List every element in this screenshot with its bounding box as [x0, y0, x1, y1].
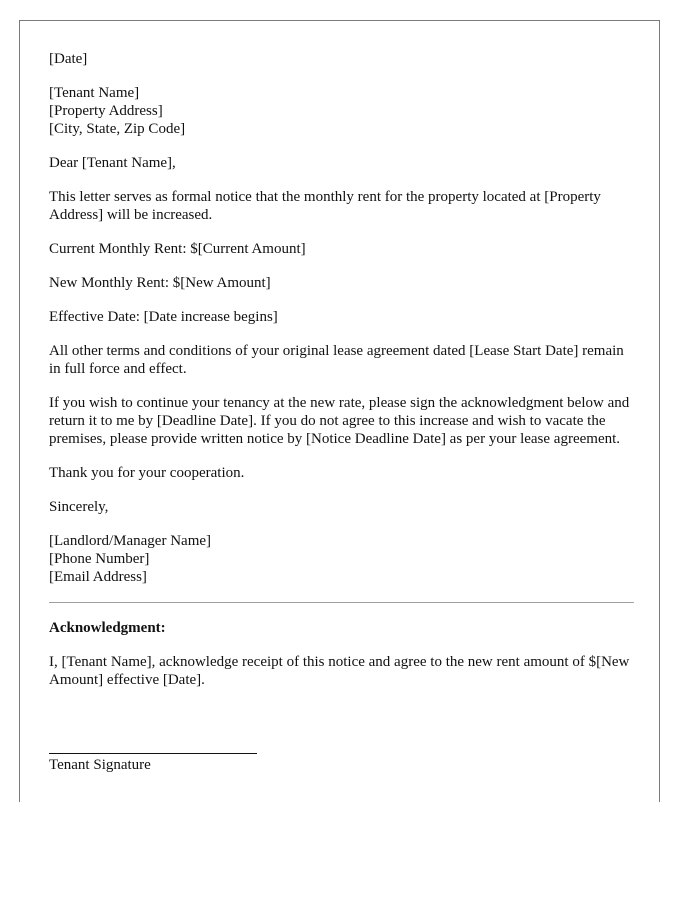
- terms-paragraph: All other terms and conditions of your original lease agreement dated [Lease Start Date] remain in full force and effect.: [49, 343, 624, 377]
- sender-name: [Landlord/Manager Name]: [49, 533, 212, 549]
- closing-line: Sincerely,: [49, 499, 109, 515]
- new-rent: New Monthly Rent: $[New Amount]: [49, 275, 271, 291]
- intro-paragraph: This letter serves as formal notice that the monthly rent for the property located at [Property Address] will be increased.: [49, 189, 601, 223]
- letter-body: [49, 50, 634, 774]
- sender-email: [Email Address]: [49, 569, 147, 585]
- effective-date: Effective Date: [Date increase begins]: [49, 309, 278, 325]
- acknowledgment-heading: Acknowledgment:: [49, 620, 166, 636]
- signature-line: [49, 753, 257, 754]
- signature-label: Tenant Signature: [49, 757, 151, 773]
- current-rent: Current Monthly Rent: $[Current Amount]: [49, 241, 306, 257]
- letter-date: [Date]: [49, 51, 88, 67]
- recipient-name: [Tenant Name]: [49, 85, 140, 101]
- recipient-city-state-zip: [City, State, Zip Code]: [49, 121, 186, 137]
- salutation: Dear [Tenant Name],: [49, 155, 176, 171]
- signature-block: [49, 753, 634, 774]
- instructions-paragraph: If you wish to continue your tenancy at the new rate, please sign the acknowledgment below and return it to me by [Deadline Date]. If you do not agree to this increase and wish to vacate the premises, please provide written notice by [Notice Deadline Date] as per your lease agreement.: [49, 395, 630, 447]
- sender-block: [49, 532, 634, 586]
- recipient-block: [49, 84, 634, 138]
- recipient-address: [Property Address]: [49, 103, 163, 119]
- section-divider: [49, 602, 634, 603]
- acknowledgment-statement: I, [Tenant Name], acknowledge receipt of this notice and agree to the new rent amount of $[New Amount] effective [Date].: [49, 654, 630, 688]
- thanks-line: Thank you for your cooperation.: [49, 465, 245, 481]
- letter-page: [19, 20, 660, 802]
- sender-phone: [Phone Number]: [49, 551, 150, 567]
